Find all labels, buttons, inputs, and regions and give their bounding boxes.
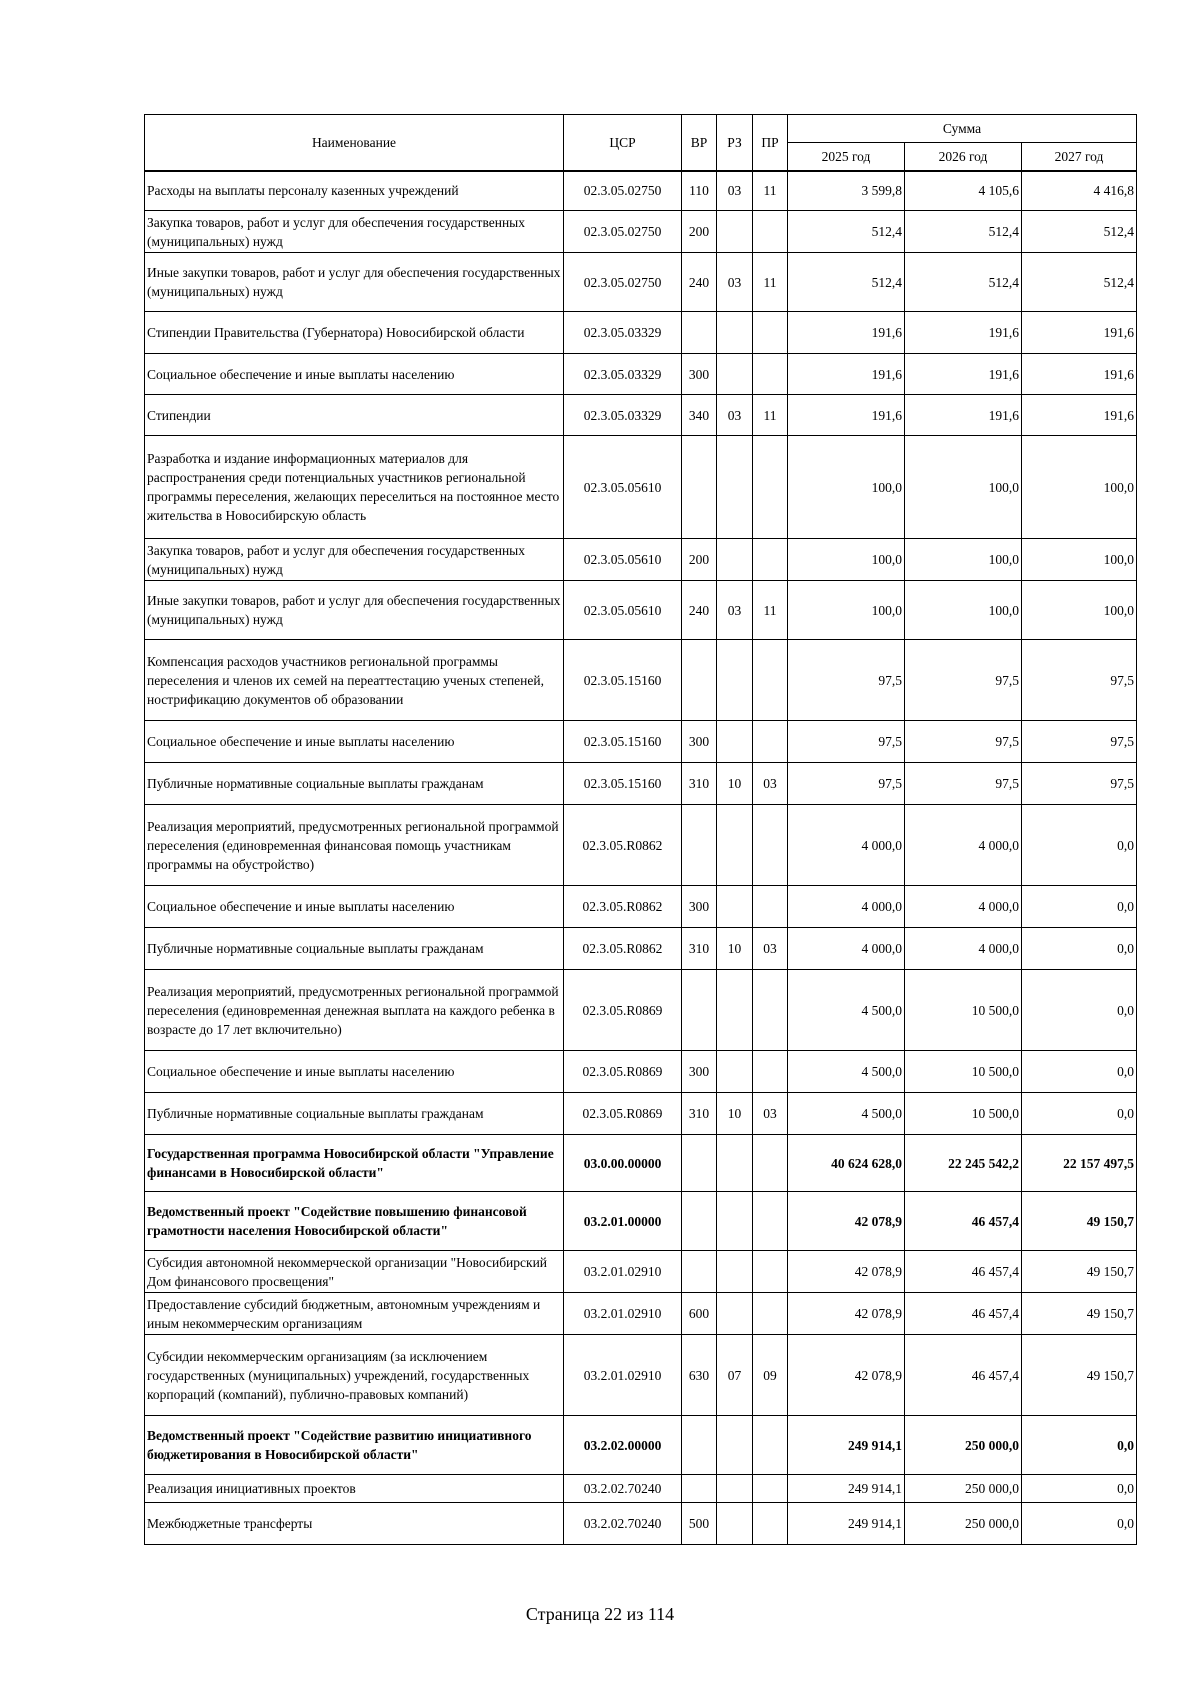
cell-vr [682,970,717,1051]
cell-csr: 02.3.05.R0869 [564,1051,682,1093]
cell-csr: 03.2.01.02910 [564,1335,682,1416]
cell-sum-2026: 46 457,4 [905,1335,1022,1416]
cell-sum-2025: 191,6 [788,354,905,395]
cell-pr [753,1503,788,1545]
cell-csr: 03.2.01.02910 [564,1293,682,1335]
cell-sum-2027: 97,5 [1022,640,1137,721]
cell-rz [717,721,753,763]
cell-name: Реализация инициативных проектов [145,1475,564,1503]
header-vr: ВР [682,115,717,171]
cell-vr: 240 [682,581,717,640]
cell-csr: 02.3.05.03329 [564,354,682,395]
cell-sum-2025: 42 078,9 [788,1192,905,1251]
table-row [145,721,1137,763]
cell-sum-2026: 10 500,0 [905,970,1022,1051]
cell-sum-2026: 250 000,0 [905,1503,1022,1545]
cell-csr: 02.3.05.R0862 [564,886,682,928]
cell-name: Социальное обеспечение и иные выплаты населению [145,721,564,763]
table-row [145,581,1137,640]
cell-vr [682,312,717,354]
page-number: Страница 22 из 114 [525,1604,675,1624]
cell-pr [753,640,788,721]
cell-sum-2027: 49 150,7 [1022,1293,1137,1335]
cell-sum-2027: 0,0 [1022,970,1137,1051]
cell-name: Реализация мероприятий, предусмотренных региональной программой переселения (единовременная финансовая помощь участникам программы на обустройство) [145,805,564,886]
cell-vr: 600 [682,1293,717,1335]
cell-csr: 03.0.00.00000 [564,1135,682,1192]
header-sum: Сумма [788,115,1137,143]
cell-sum-2026: 97,5 [905,763,1022,805]
cell-pr: 03 [753,1093,788,1135]
cell-rz: 03 [717,581,753,640]
cell-pr [753,1135,788,1192]
cell-sum-2026: 100,0 [905,436,1022,539]
cell-sum-2026: 46 457,4 [905,1293,1022,1335]
cell-sum-2027: 49 150,7 [1022,1251,1137,1293]
cell-rz [717,1293,753,1335]
cell-rz [717,1251,753,1293]
cell-sum-2027: 100,0 [1022,581,1137,640]
cell-name: Субсидия автономной некоммерческой организации "Новосибирский Дом финансового просвещения" [145,1251,564,1293]
cell-sum-2027: 22 157 497,5 [1022,1135,1137,1192]
cell-sum-2027: 0,0 [1022,886,1137,928]
cell-sum-2027: 97,5 [1022,763,1137,805]
cell-pr [753,1192,788,1251]
cell-csr: 02.3.05.02750 [564,253,682,312]
cell-sum-2026: 97,5 [905,640,1022,721]
cell-sum-2027: 512,4 [1022,211,1137,253]
cell-sum-2025: 100,0 [788,436,905,539]
cell-pr [753,1051,788,1093]
cell-sum-2025: 40 624 628,0 [788,1135,905,1192]
cell-sum-2026: 191,6 [905,312,1022,354]
cell-csr: 03.2.01.00000 [564,1192,682,1251]
cell-sum-2027: 49 150,7 [1022,1335,1137,1416]
cell-sum-2027: 191,6 [1022,395,1137,436]
cell-sum-2025: 512,4 [788,253,905,312]
cell-name: Иные закупки товаров, работ и услуг для обеспечения государственных (муниципальных) нужд [145,253,564,312]
cell-name: Субсидии некоммерческим организациям (за исключением государственных (муниципальных) учреждений, государственных корпораций (компаний), публично-правовых компаний) [145,1335,564,1416]
cell-pr [753,539,788,581]
cell-vr: 300 [682,1051,717,1093]
cell-sum-2026: 22 245 542,2 [905,1135,1022,1192]
cell-sum-2026: 250 000,0 [905,1416,1022,1475]
cell-sum-2027: 0,0 [1022,1416,1137,1475]
cell-sum-2025: 4 000,0 [788,805,905,886]
cell-pr: 11 [753,171,788,211]
header-csr: ЦСР [564,115,682,171]
table-row [145,1093,1137,1135]
cell-name: Стипендии [145,395,564,436]
cell-name: Публичные нормативные социальные выплаты гражданам [145,1093,564,1135]
cell-vr: 310 [682,1093,717,1135]
cell-pr: 03 [753,928,788,970]
cell-sum-2025: 4 500,0 [788,1093,905,1135]
cell-pr [753,354,788,395]
cell-name: Государственная программа Новосибирской области "Управление финансами в Новосибирской области" [145,1135,564,1192]
table-row [145,1475,1137,1503]
cell-rz [717,436,753,539]
cell-sum-2027: 49 150,7 [1022,1192,1137,1251]
cell-rz [717,354,753,395]
cell-name: Реализация мероприятий, предусмотренных региональной программой переселения (единовременная денежная выплата на каждого ребенка в возрасте до 17 лет включительно) [145,970,564,1051]
cell-csr: 02.3.05.R0869 [564,970,682,1051]
cell-sum-2026: 512,4 [905,253,1022,312]
cell-pr: 03 [753,763,788,805]
cell-pr [753,721,788,763]
cell-rz [717,1475,753,1503]
cell-rz [717,1051,753,1093]
table-row [145,253,1137,312]
cell-pr [753,805,788,886]
cell-rz: 10 [717,763,753,805]
header-year-2025: 2025 год [788,143,905,171]
cell-vr: 240 [682,253,717,312]
cell-pr [753,211,788,253]
cell-csr: 03.2.02.70240 [564,1503,682,1545]
cell-csr: 02.3.05.02750 [564,171,682,211]
cell-name: Социальное обеспечение и иные выплаты населению [145,1051,564,1093]
cell-rz: 10 [717,928,753,970]
cell-name: Ведомственный проект "Содействие развитию инициативного бюджетирования в Новосибирской области" [145,1416,564,1475]
cell-sum-2025: 512,4 [788,211,905,253]
cell-pr: 11 [753,253,788,312]
table-row [145,1416,1137,1475]
cell-sum-2026: 4 000,0 [905,886,1022,928]
cell-pr [753,1293,788,1335]
cell-vr: 310 [682,928,717,970]
cell-name: Предоставление субсидий бюджетным, автономным учреждениям и иным некоммерческим организациям [145,1293,564,1335]
table-header [145,115,1137,171]
cell-pr [753,1475,788,1503]
table-row [145,1051,1137,1093]
header-rz: РЗ [717,115,753,171]
cell-vr [682,1251,717,1293]
table-row [145,171,1137,211]
cell-sum-2027: 0,0 [1022,1475,1137,1503]
table-row [145,1135,1137,1192]
cell-vr: 200 [682,539,717,581]
cell-pr [753,1251,788,1293]
cell-sum-2026: 4 000,0 [905,805,1022,886]
header-year-2027: 2027 год [1022,143,1137,171]
cell-csr: 02.3.05.05610 [564,539,682,581]
cell-vr: 310 [682,763,717,805]
cell-pr: 09 [753,1335,788,1416]
cell-csr: 02.3.05.15160 [564,640,682,721]
cell-name: Разработка и издание информационных материалов для распространения среди потенциальных участников региональной программы переселения, желающих переселиться на постоянное место жительства в Новосибирскую область [145,436,564,539]
table-body [145,171,1137,1545]
cell-sum-2025: 191,6 [788,395,905,436]
cell-sum-2025: 42 078,9 [788,1251,905,1293]
header-name: Наименование [145,115,564,171]
cell-csr: 02.3.05.15160 [564,721,682,763]
table-row [145,1251,1137,1293]
cell-pr: 11 [753,581,788,640]
header-pr: ПР [753,115,788,171]
cell-sum-2026: 97,5 [905,721,1022,763]
cell-pr [753,436,788,539]
cell-vr: 340 [682,395,717,436]
table-row [145,354,1137,395]
cell-rz: 03 [717,171,753,211]
cell-name: Компенсация расходов участников региональной программы переселения и членов их семей на переаттестацию ученых степеней, нострификацию документов об образовании [145,640,564,721]
cell-name: Стипендии Правительства (Губернатора) Новосибирской области [145,312,564,354]
cell-name: Социальное обеспечение и иные выплаты населению [145,354,564,395]
cell-rz [717,1135,753,1192]
cell-vr [682,640,717,721]
cell-csr: 02.3.05.R0869 [564,1093,682,1135]
cell-rz [717,539,753,581]
budget-table [144,114,1137,1545]
cell-sum-2027: 0,0 [1022,805,1137,886]
table-row [145,211,1137,253]
cell-csr: 02.3.05.02750 [564,211,682,253]
cell-sum-2025: 4 500,0 [788,970,905,1051]
table-row [145,1335,1137,1416]
cell-sum-2025: 100,0 [788,539,905,581]
cell-pr [753,1416,788,1475]
cell-rz: 03 [717,253,753,312]
table-row [145,1192,1137,1251]
cell-sum-2025: 249 914,1 [788,1503,905,1545]
cell-rz [717,970,753,1051]
cell-csr: 03.2.01.02910 [564,1251,682,1293]
cell-sum-2027: 100,0 [1022,436,1137,539]
cell-sum-2027: 100,0 [1022,539,1137,581]
table-row [145,1293,1137,1335]
cell-rz: 10 [717,1093,753,1135]
cell-sum-2027: 512,4 [1022,253,1137,312]
cell-sum-2026: 46 457,4 [905,1251,1022,1293]
cell-name: Публичные нормативные социальные выплаты гражданам [145,928,564,970]
cell-csr: 02.3.05.R0862 [564,805,682,886]
cell-sum-2025: 100,0 [788,581,905,640]
cell-sum-2026: 4 105,6 [905,171,1022,211]
cell-pr [753,970,788,1051]
table-row [145,970,1137,1051]
table-row [145,1503,1137,1545]
cell-sum-2025: 3 599,8 [788,171,905,211]
cell-vr: 300 [682,721,717,763]
cell-sum-2027: 0,0 [1022,1503,1137,1545]
cell-vr: 110 [682,171,717,211]
cell-sum-2025: 4 000,0 [788,928,905,970]
cell-vr [682,1192,717,1251]
cell-csr: 02.3.05.05610 [564,436,682,539]
table-row [145,436,1137,539]
cell-pr [753,312,788,354]
cell-rz [717,1192,753,1251]
cell-vr [682,1475,717,1503]
cell-vr [682,1135,717,1192]
cell-sum-2025: 97,5 [788,640,905,721]
cell-sum-2027: 0,0 [1022,928,1137,970]
cell-vr [682,1416,717,1475]
cell-pr: 11 [753,395,788,436]
cell-name: Расходы на выплаты персоналу казенных учреждений [145,171,564,211]
cell-rz [717,805,753,886]
cell-sum-2025: 4 500,0 [788,1051,905,1093]
cell-sum-2025: 249 914,1 [788,1475,905,1503]
cell-rz [717,211,753,253]
cell-sum-2026: 4 000,0 [905,928,1022,970]
table-row [145,928,1137,970]
cell-name: Иные закупки товаров, работ и услуг для обеспечения государственных (муниципальных) нужд [145,581,564,640]
table-row [145,805,1137,886]
table-row [145,886,1137,928]
cell-sum-2026: 191,6 [905,395,1022,436]
cell-sum-2025: 4 000,0 [788,886,905,928]
cell-rz [717,1416,753,1475]
cell-sum-2025: 42 078,9 [788,1335,905,1416]
table-row [145,312,1137,354]
cell-sum-2027: 191,6 [1022,312,1137,354]
cell-vr: 500 [682,1503,717,1545]
cell-vr [682,805,717,886]
cell-vr: 200 [682,211,717,253]
cell-vr [682,436,717,539]
cell-sum-2027: 4 416,8 [1022,171,1137,211]
cell-rz [717,640,753,721]
table-row [145,640,1137,721]
cell-sum-2026: 10 500,0 [905,1093,1022,1135]
cell-csr: 02.3.05.15160 [564,763,682,805]
cell-sum-2027: 0,0 [1022,1093,1137,1135]
cell-name: Закупка товаров, работ и услуг для обеспечения государственных (муниципальных) нужд [145,539,564,581]
cell-name: Межбюджетные трансферты [145,1503,564,1545]
cell-sum-2025: 97,5 [788,721,905,763]
cell-rz: 07 [717,1335,753,1416]
cell-csr: 02.3.05.05610 [564,581,682,640]
cell-vr: 630 [682,1335,717,1416]
cell-sum-2027: 0,0 [1022,1051,1137,1093]
cell-sum-2025: 97,5 [788,763,905,805]
cell-name: Публичные нормативные социальные выплаты гражданам [145,763,564,805]
table-row [145,763,1137,805]
cell-sum-2026: 100,0 [905,581,1022,640]
table-row [145,539,1137,581]
cell-name: Ведомственный проект "Содействие повышению финансовой грамотности населения Новосибирской области" [145,1192,564,1251]
cell-sum-2025: 249 914,1 [788,1416,905,1475]
cell-sum-2027: 191,6 [1022,354,1137,395]
cell-name: Социальное обеспечение и иные выплаты населению [145,886,564,928]
cell-rz [717,886,753,928]
cell-vr: 300 [682,354,717,395]
cell-rz: 03 [717,395,753,436]
cell-csr: 03.2.02.00000 [564,1416,682,1475]
cell-rz [717,312,753,354]
cell-sum-2026: 46 457,4 [905,1192,1022,1251]
cell-sum-2027: 97,5 [1022,721,1137,763]
cell-sum-2026: 10 500,0 [905,1051,1022,1093]
table-row [145,395,1137,436]
cell-sum-2025: 42 078,9 [788,1293,905,1335]
cell-csr: 02.3.05.03329 [564,395,682,436]
cell-rz [717,1503,753,1545]
cell-sum-2026: 250 000,0 [905,1475,1022,1503]
cell-name: Закупка товаров, работ и услуг для обеспечения государственных (муниципальных) нужд [145,211,564,253]
cell-pr [753,886,788,928]
cell-vr: 300 [682,886,717,928]
cell-sum-2026: 100,0 [905,539,1022,581]
cell-sum-2026: 191,6 [905,354,1022,395]
cell-csr: 02.3.05.R0862 [564,928,682,970]
cell-csr: 03.2.02.70240 [564,1475,682,1503]
cell-csr: 02.3.05.03329 [564,312,682,354]
header-year-2026: 2026 год [905,143,1022,171]
cell-sum-2026: 512,4 [905,211,1022,253]
cell-sum-2025: 191,6 [788,312,905,354]
